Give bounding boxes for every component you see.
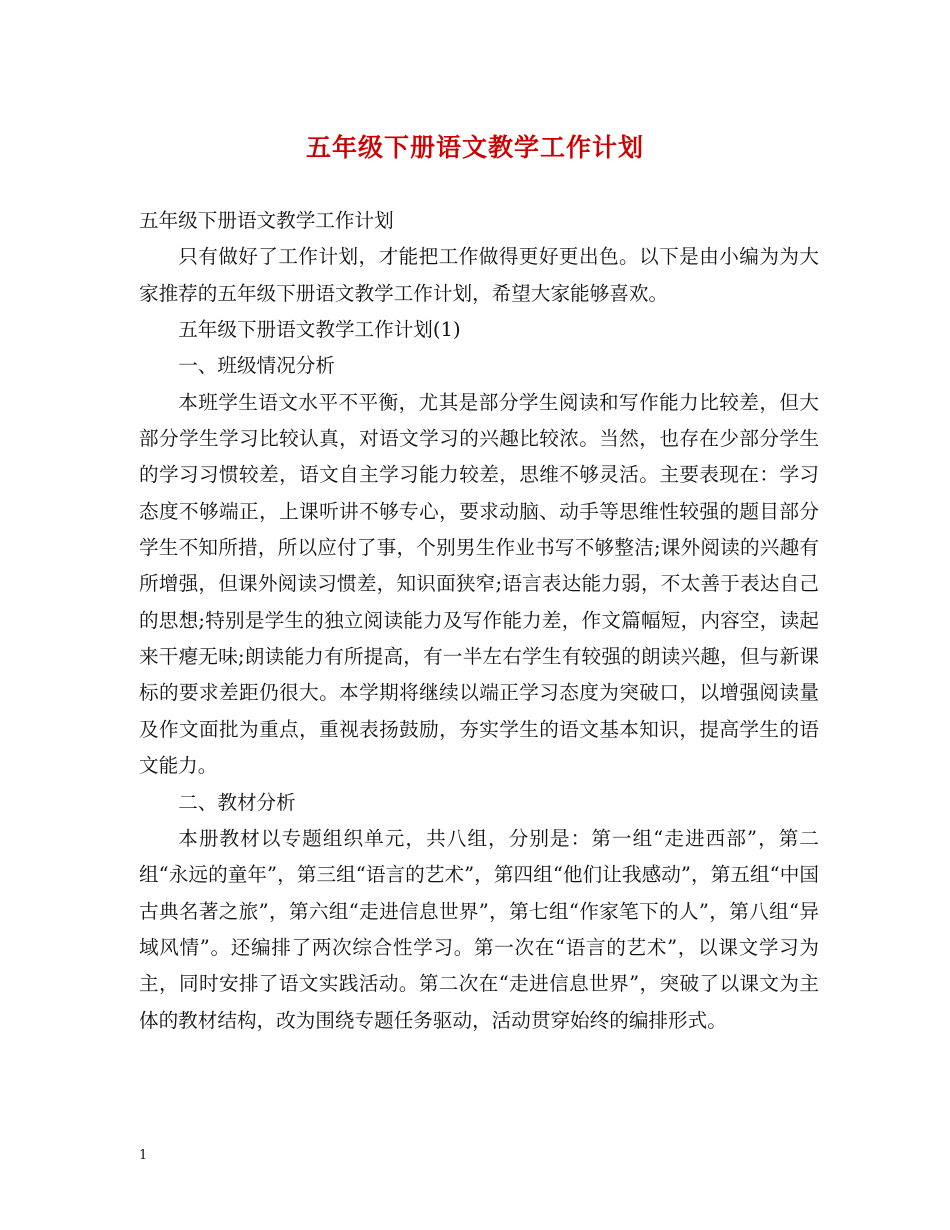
page-number: 1 — [139, 1148, 148, 1163]
document-body — [139, 203, 819, 1039]
paragraph-class-analysis: 本班学生语文水平不平衡，尤其是部分学生阅读和写作能力比较差，但大部分学生学习比较认真，对语文学习的兴趣比较浓。当然，也存在少部分学生的学习习惯较差，语文自主学习能力较差，思维不够灵活。主要表现在：学习态度不够端正，上课听讲不够专心，要求动脑、动手等思维性较强的题目部分学生不知所措，所以应付了事，个别男生作业书写不够整洁;课外阅读的兴趣有所增强，但课外阅读习惯差，知识面狭窄;语言表达能力弱，不太善于表达自己的思想;特别是学生的独立阅读能力及写作能力差，作文篇幅短，内容空，读起来干瘪无味;朗读能力有所提高，有一半左右学生有较强的朗读兴趣，但与新课标的要求差距仍很大。本学期将继续以端正学习态度为突破口，以增强阅读量及作文面批为重点，重视表扬鼓励，夯实学生的语文基本知识，提高学生的语文能力。 — [139, 390, 819, 778]
document-title: 五年级下册语文教学工作计划 — [305, 133, 644, 162]
paragraph-plan-heading: 五年级下册语文教学工作计划(1) — [178, 318, 461, 342]
section-heading-textbook-analysis: 二、教材分析 — [178, 790, 296, 814]
paragraph-textbook-analysis: 本册教材以专题组织单元，共八组，分别是：第一组“走进西部”，第二组“永远的童年”，第三组“语言的艺术”，第四组“他们让我感动”，第五组“中国古典名著之旅”，第六组“走进信息世界”，第七组“作家笔下的人”，第八组“异域风情”。还编排了两次综合性学习。第一次在“语言的艺术”，以课文学习为主，同时安排了语文实践活动。第二次在“走进信息世界”，突破了以课文为主体的教材结构，改为围绕专题任务驱动，活动贯穿始终的编排形式。 — [139, 826, 819, 1032]
paragraph-subtitle: 五年级下册语文教学工作计划 — [139, 209, 394, 232]
section-heading-class-analysis: 一、班级情况分析 — [178, 354, 335, 378]
paragraph-intro: 只有做好了工作计划，才能把工作做得更好更出色。以下是由小编为为大家推荐的五年级下册语文教学工作计划，希望大家能够喜欢。 — [139, 245, 819, 305]
